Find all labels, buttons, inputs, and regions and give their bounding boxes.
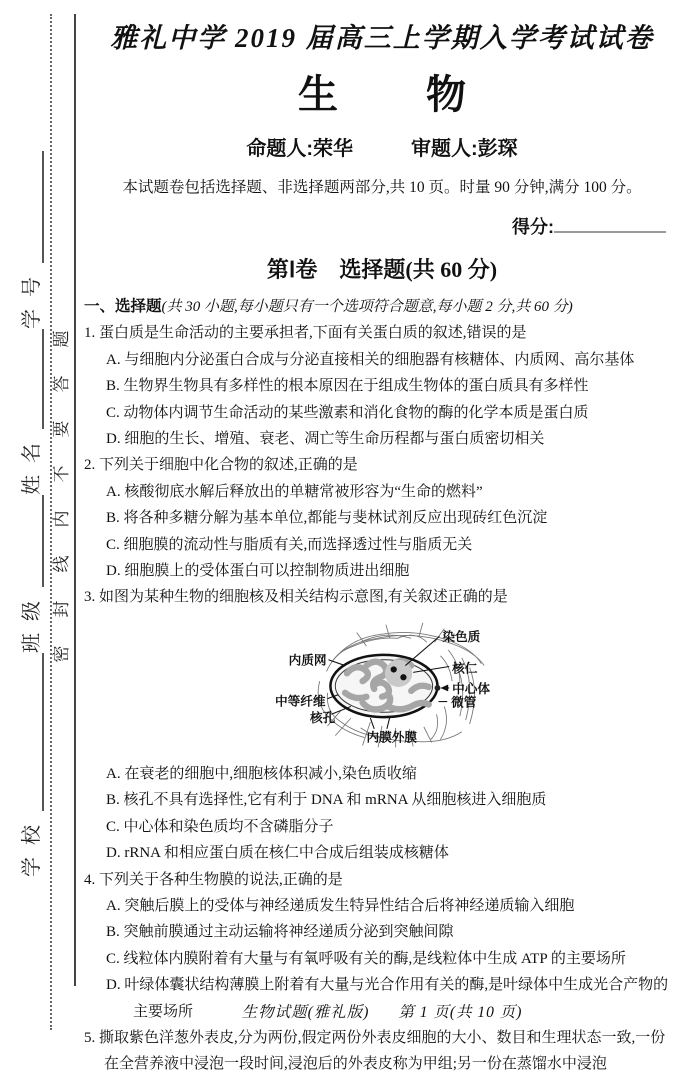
question-text: 下列关于细胞中化合物的叙述,正确的是	[99, 457, 358, 474]
field-label-school: 学校	[21, 813, 43, 877]
question-stem	[84, 1025, 680, 1078]
option-a: A. 与细胞内分泌蛋白合成与分泌直接相关的细胞器有核糖体、内质网、高尔基体	[106, 351, 635, 368]
exam-instructions: 本试题卷包括选择题、非选择题两部分,共 10 页。时量 90 分钟,满分 100 分。	[122, 179, 642, 196]
field-blank-student-number	[20, 151, 44, 263]
question-text: 下列关于各种生物膜的说法,正确的是	[99, 871, 343, 888]
footer-page-number: 第 1 页(共 10 页)	[398, 1004, 523, 1021]
question-text: 蛋白质是生命活动的主要承担者,下面有关蛋白质的叙述,错误的是	[99, 325, 527, 342]
score-blank	[554, 215, 666, 233]
subsection-heading	[84, 294, 680, 320]
question-number: 3.	[84, 589, 96, 606]
seal-line-strip	[46, 0, 72, 1035]
option-c: C. 中心体和染色质均不含磷脂分子	[106, 818, 334, 835]
seal-line-text: 密封线内不要答题	[52, 302, 71, 663]
label-microtubule: 微管	[451, 695, 477, 710]
field-label-name: 姓名	[21, 431, 43, 495]
field-blank-name	[20, 329, 44, 429]
question-text: 如图为某种生物的细胞核及相关结构示意图,有关叙述正确的是	[99, 589, 508, 606]
option-c: C. 动物体内调节生命活动的某些激素和消化食物的酶的化学本质是蛋白质	[106, 404, 589, 421]
question-5	[84, 1025, 680, 1078]
option-b: B. 突触前膜通过主动运输将神经递质分泌到突触间隙	[106, 924, 454, 941]
nucleolus-dot	[400, 674, 406, 680]
option-d: D. 细胞膜上的受体蛋白可以控制物质进出细胞	[106, 563, 410, 580]
question-area	[84, 294, 680, 1078]
option-a: A. 在衰老的细胞中,细胞核体积减小,染色质收缩	[106, 765, 417, 782]
margin-name-fields	[12, 0, 44, 1035]
label-er: 内质网	[288, 653, 327, 668]
score-row	[84, 213, 680, 239]
exam-authors	[84, 132, 680, 161]
field-blank-school	[20, 653, 44, 811]
nucleus-diagram	[264, 613, 574, 759]
option-a: A. 突触后膜上的受体与神经递质发生特异性结合后将神经递质输入细胞	[106, 897, 575, 914]
question-3	[84, 584, 680, 866]
option-c: C. 细胞膜的流动性与脂质有关,而选择透过性与脂质无关	[106, 536, 473, 553]
label-centrosome: 中心体	[452, 681, 491, 696]
question-number: 2.	[84, 457, 96, 474]
option-b: B. 将各种多糖分解为基本单位,都能与斐林试剂反应出现砖红色沉淀	[106, 510, 548, 527]
margin-divider-line	[74, 14, 76, 986]
option-d: D. rRNA 和相应蛋白质在核仁中合成后组装成核糖体	[106, 845, 449, 862]
label-intermediate-fiber: 中等纤维	[274, 694, 326, 709]
exam-title: 雅礼中学 2019 届高三上学期入学考试试卷	[110, 23, 654, 53]
field-label-class: 班级	[21, 589, 43, 653]
question-options	[106, 347, 680, 453]
option-a: A. 核酸彻底水解后释放出的单糖常被形容为“生命的燃料”	[106, 483, 483, 500]
label-nuclear-pore: 核孔	[309, 710, 336, 725]
question-text: 撕取紫色洋葱外表皮,分为两份,假定两份外表皮细胞的大小、数目和生理状态一致,一份在全营养液中浸泡一段时间,浸泡后的外表皮称为甲组;另一份在蒸馏水中浸泡	[99, 1029, 666, 1073]
question-number: 1.	[84, 325, 96, 342]
subsection-note: (共 30 小题,每小题只有一个选项符合题意,每小题 2 分,共 60 分)	[161, 299, 573, 315]
option-b: B. 生物界生物具有多样性的根本原因在于组成生物体的蛋白质具有多样性	[106, 378, 589, 395]
question-options	[106, 761, 680, 867]
question-stem	[84, 320, 680, 346]
question-number: 5.	[84, 1029, 96, 1046]
part-title	[84, 253, 680, 284]
centrosome-dot	[435, 685, 441, 691]
question-stem	[84, 867, 680, 893]
question-2	[84, 452, 680, 584]
centrosome-arrowhead	[440, 684, 448, 691]
part-title-text: 第Ⅰ卷 选择题	[266, 257, 406, 282]
nucleus-diagram-svg	[264, 613, 574, 759]
footer-doc-name: 生物试题(雅礼版)	[241, 1004, 370, 1021]
label-nucleolus: 核仁	[452, 661, 478, 676]
page-footer	[84, 1000, 680, 1022]
subsection-title: 一、选择题	[84, 298, 162, 315]
exam-subject: 生物	[298, 73, 554, 117]
question-stem	[84, 452, 680, 478]
label-membranes: 内膜外膜	[366, 730, 418, 745]
reviewer-name: 审题人:彭琛	[411, 138, 518, 160]
label-chromatin: 染色质	[442, 630, 481, 645]
field-blank-class	[20, 495, 44, 587]
part-title-note: (共 60 分)	[405, 257, 498, 282]
field-label-student-number: 学号	[21, 265, 43, 329]
setter-name: 命题人:荣华	[246, 138, 353, 160]
option-d: D. 叶绿体囊状结构薄膜上附着有大量与光合作用有关的酶,是叶绿体中生成光合产物的主要场所	[106, 977, 669, 1020]
question-stem	[84, 584, 680, 610]
option-b: B. 核孔不具有选择性,它有利于 DNA 和 mRNA 从细胞核进入细胞质	[106, 792, 547, 809]
option-d: D. 细胞的生长、增殖、衰老、凋亡等生命历程都与蛋白质密切相关	[106, 431, 545, 448]
question-1	[84, 320, 680, 452]
nucleolus-dot	[391, 666, 397, 672]
exam-page	[84, 12, 680, 1078]
question-number: 4.	[84, 871, 96, 888]
score-label: 得分:	[512, 217, 554, 237]
question-options	[106, 479, 680, 585]
option-c: C. 线粒体内膜附着有大量与有氧呼吸有关的酶,是线粒体中生成 ATP 的主要场所	[106, 950, 626, 967]
